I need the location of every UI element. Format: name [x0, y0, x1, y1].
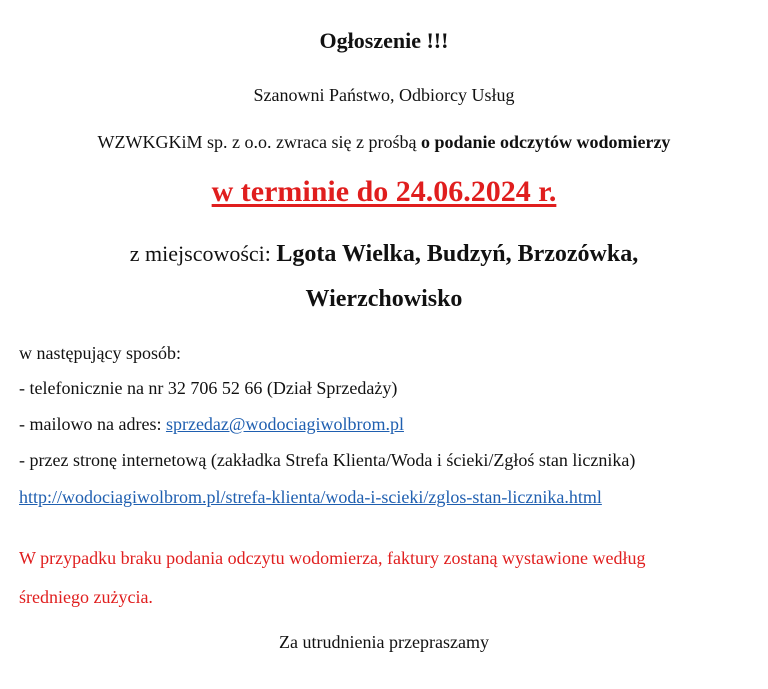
request-text — [0, 132, 768, 153]
website-link[interactable]: http://wodociagiwolbrom.pl/strefa-klienta/woda-i-scieki/zglos-stan-licznika.html — [19, 487, 602, 507]
methods-intro: w następujący sposób: — [19, 343, 181, 363]
deadline-text: w terminie do 24.06.2024 r. — [211, 175, 557, 208]
request-bold: o podanie odczytów wodomierzy — [420, 132, 671, 152]
places-line-2: Wierzchowisko — [305, 286, 463, 312]
places-line-1 — [0, 241, 768, 268]
request-prefix: WZWKGKiM sp. z o.o. zwraca się z prośbą — [97, 132, 421, 152]
method-web: - przez stronę internetową (zakładka Strefa Klienta/Woda i ścieki/Zgłoś stan licznika) — [19, 450, 636, 470]
method-mail — [19, 414, 404, 435]
method-mail-prefix: - mailowo na adres: — [19, 414, 166, 434]
places-names-1: Lgota Wielka, Budzyń, Brzozówka, — [276, 241, 639, 267]
method-phone: - telefonicznie na nr 32 706 52 66 (Dział Sprzedaży) — [19, 378, 398, 398]
warning-line-2: średniego zużycia. — [19, 587, 153, 607]
email-link[interactable]: sprzedaz@wodociagiwolbrom.pl — [165, 414, 404, 434]
method-web-url — [19, 487, 602, 508]
warning-line-1: W przypadku braku podania odczytu wodomierza, faktury zostaną wystawione według — [19, 548, 646, 568]
announcement-title: Ogłoszenie !!! — [319, 28, 449, 53]
places-prefix: z miejscowości: — [129, 241, 277, 266]
closing-text: Za utrudnienia przepraszamy — [279, 632, 489, 652]
greeting-text: Szanowni Państwo, Odbiorcy Usług — [253, 85, 515, 105]
